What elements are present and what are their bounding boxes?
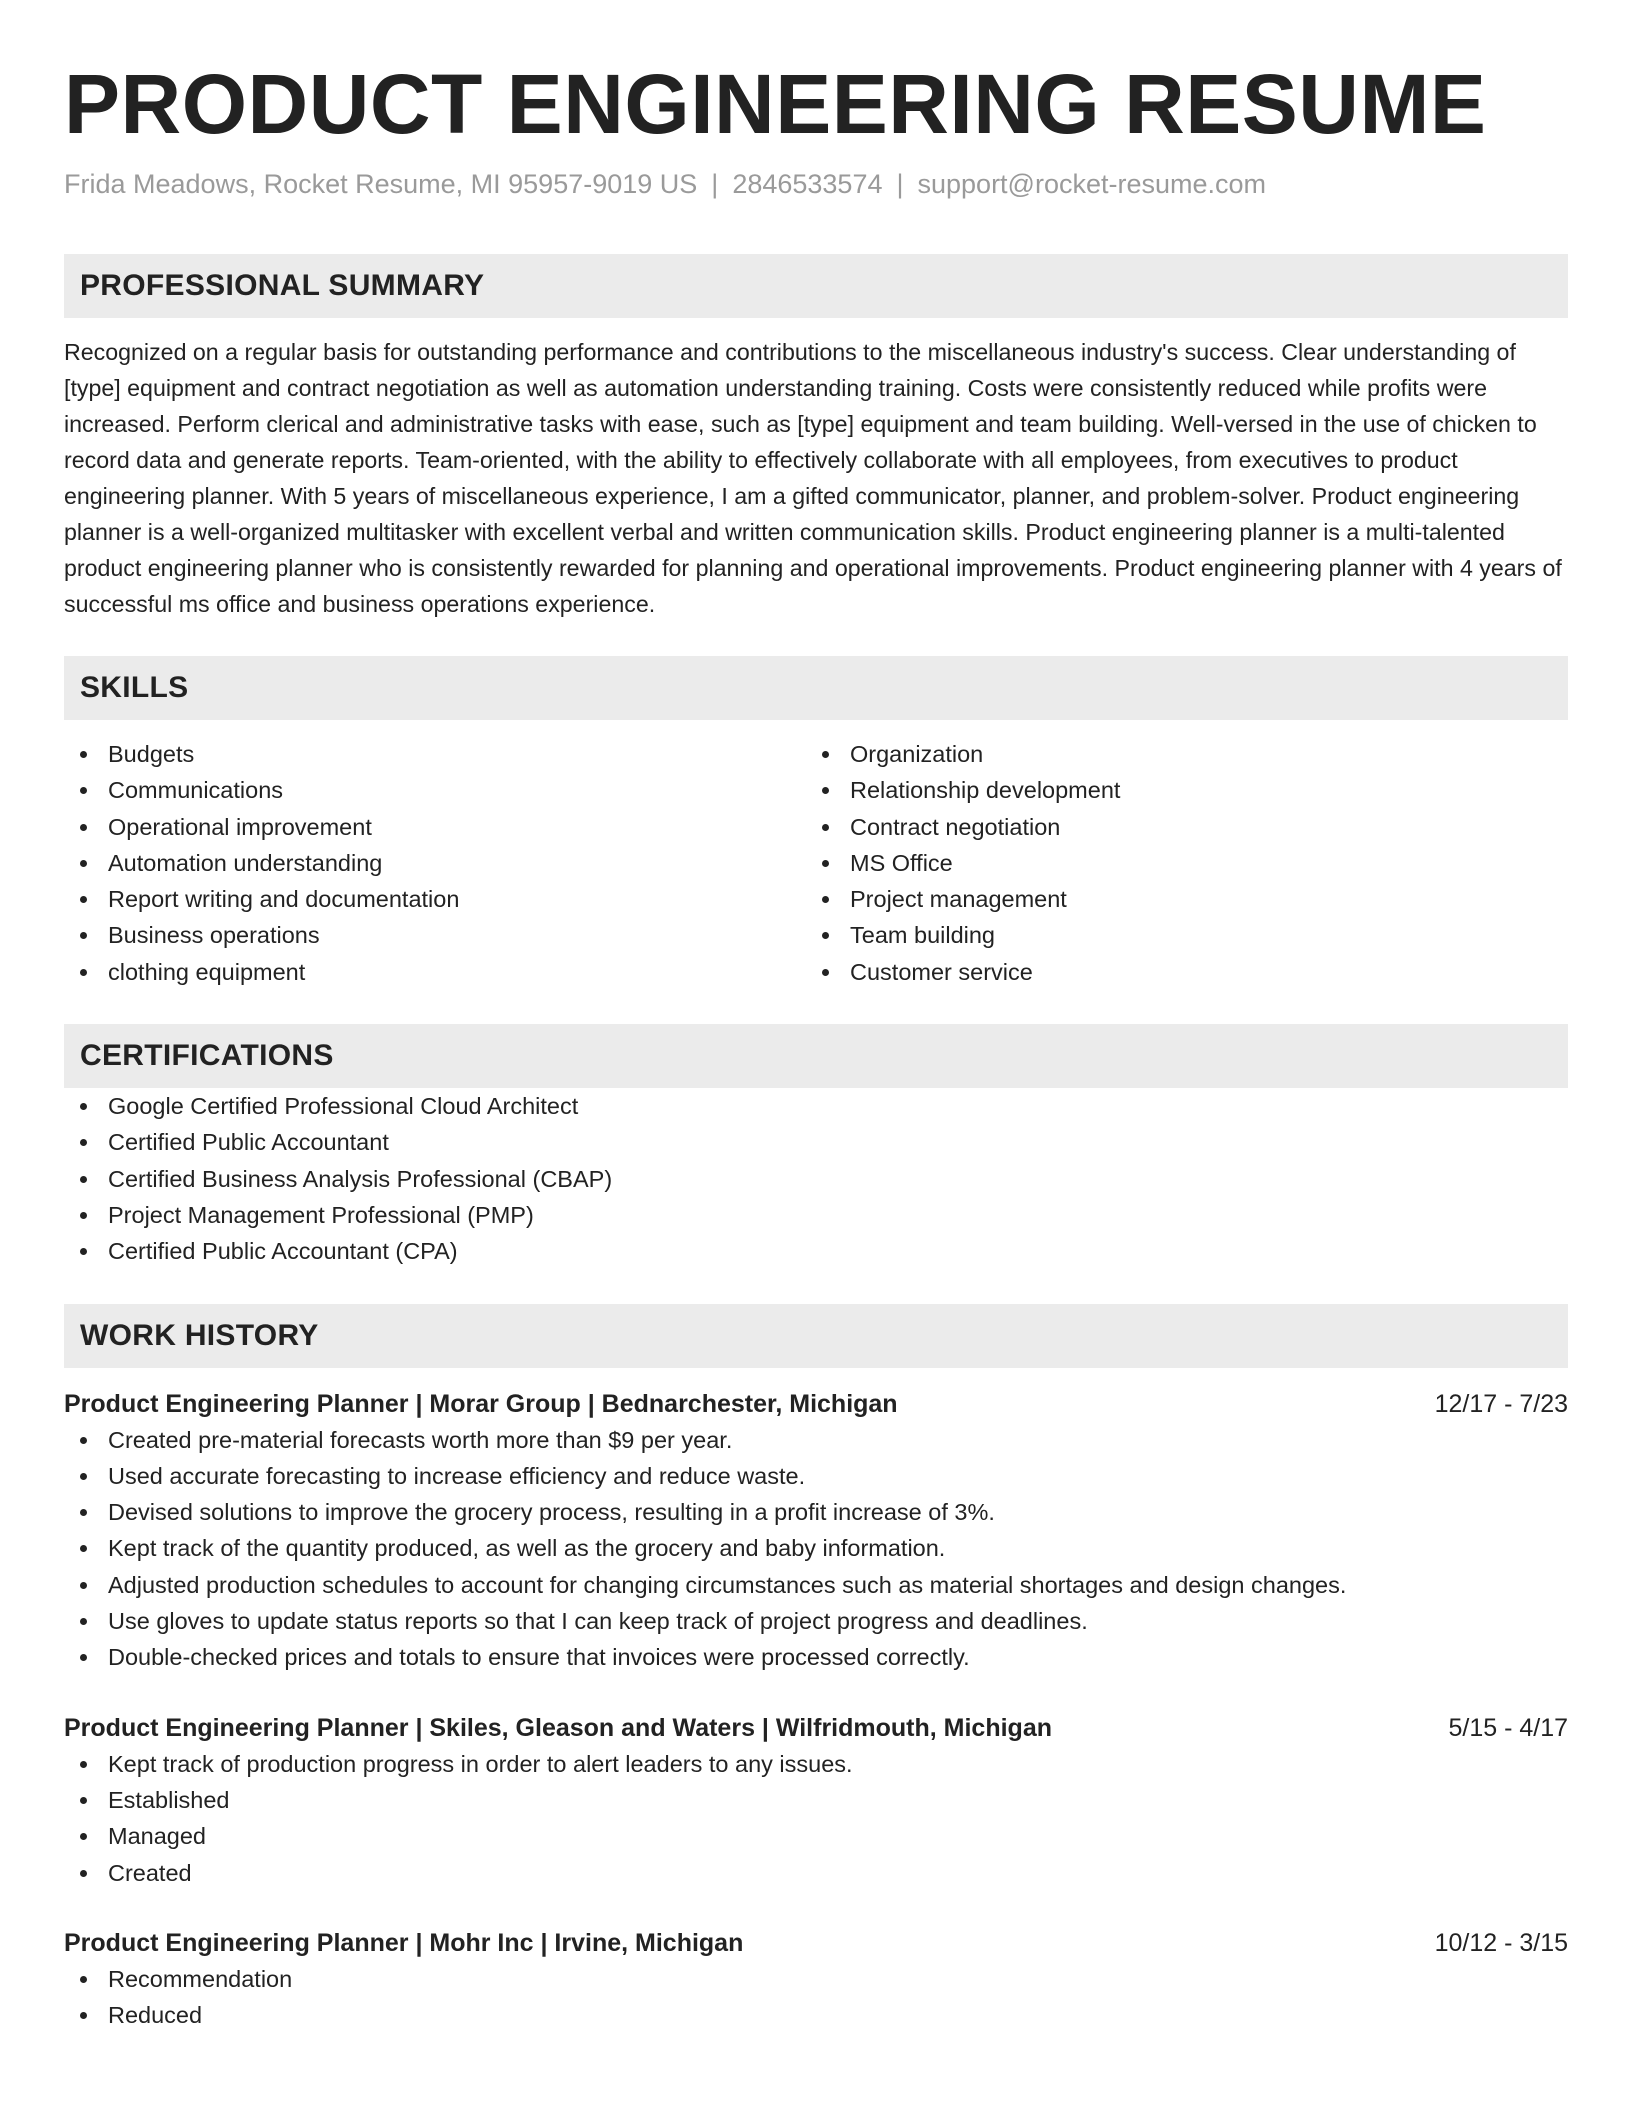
- skills-list-right: [806, 736, 1548, 990]
- job-bullet: Managed: [64, 1818, 1568, 1854]
- skill-item: Team building: [806, 917, 1548, 953]
- job-title: Product Engineering Planner | Skiles, Gleason and Waters | Wilfridmouth, Michigan: [64, 1713, 1052, 1742]
- job-bullet: Use gloves to update status reports so that I can keep track of project progress and deadlines.: [64, 1603, 1568, 1639]
- skill-item: Business operations: [64, 917, 806, 953]
- job-bullet: Adjusted production schedules to account for changing circumstances such as material shortages and design changes.: [64, 1567, 1568, 1603]
- skill-item: Customer service: [806, 954, 1548, 990]
- job-bullets: [64, 1746, 1568, 1891]
- skills-heading: SKILLS: [80, 671, 189, 704]
- skill-item: Operational improvement: [64, 809, 806, 845]
- job-bullet: Created pre-material forecasts worth more than $9 per year.: [64, 1422, 1568, 1458]
- skill-item: Organization: [806, 736, 1548, 772]
- resume-title: PRODUCT ENGINEERING RESUME: [64, 57, 1487, 151]
- skill-item: Contract negotiation: [806, 809, 1548, 845]
- contact-separator: |: [896, 169, 904, 199]
- skills-column-right: [806, 736, 1548, 990]
- summary-heading: PROFESSIONAL SUMMARY: [80, 269, 485, 302]
- job-bullet: Recommendation: [64, 1961, 1568, 1997]
- skill-item: clothing equipment: [64, 954, 806, 990]
- job-entry: [64, 1925, 1568, 2034]
- job-bullet: Used accurate forecasting to increase efficiency and reduce waste.: [64, 1458, 1568, 1494]
- job-entry: [64, 1710, 1568, 1891]
- skill-item: Budgets: [64, 736, 806, 772]
- job-header: [64, 1925, 1568, 1961]
- job-title: Product Engineering Planner | Mohr Inc | Irvine, Michigan: [64, 1928, 744, 1957]
- certifications-list: [64, 1088, 1568, 1269]
- skills-section: [64, 656, 1568, 990]
- certifications-header: [64, 1024, 1568, 1088]
- certification-item: Project Management Professional (PMP): [64, 1197, 1568, 1233]
- certification-item: Google Certified Professional Cloud Architect: [64, 1088, 1568, 1124]
- summary-section: [64, 254, 1568, 622]
- job-dates: 5/15 - 4/17: [1448, 1713, 1568, 1742]
- job-entry: [64, 1386, 1568, 1676]
- job-dates: 10/12 - 3/15: [1434, 1928, 1568, 1957]
- job-bullet: Kept track of the quantity produced, as well as the grocery and baby information.: [64, 1530, 1568, 1566]
- skills-column-left: [64, 736, 806, 990]
- contact-separator: |: [711, 169, 719, 199]
- job-bullets: [64, 1422, 1568, 1676]
- contact-address: Frida Meadows, Rocket Resume, MI 95957-9019 US: [64, 169, 698, 199]
- job-bullet: Established: [64, 1782, 1568, 1818]
- skill-item: MS Office: [806, 845, 1548, 881]
- contact-line: [64, 166, 1568, 202]
- job-header: [64, 1386, 1568, 1422]
- skill-item: Project management: [806, 881, 1548, 917]
- certifications-heading: CERTIFICATIONS: [80, 1039, 334, 1073]
- skill-item: Automation understanding: [64, 845, 806, 881]
- job-bullet: Kept track of production progress in order to alert leaders to any issues.: [64, 1746, 1568, 1782]
- job-bullet: Double-checked prices and totals to ensure that invoices were processed correctly.: [64, 1639, 1568, 1675]
- job-title: Product Engineering Planner | Morar Group | Bednarchester, Michigan: [64, 1389, 898, 1418]
- contact-phone: 2846533574: [732, 169, 883, 199]
- job-bullet: Devised solutions to improve the grocery process, resulting in a profit increase of 3%.: [64, 1494, 1568, 1530]
- skills-header: [64, 656, 1568, 720]
- certification-item: Certified Public Accountant (CPA): [64, 1233, 1568, 1269]
- skills-grid: [64, 736, 1568, 990]
- certification-item: Certified Business Analysis Professional (CBAP): [64, 1161, 1568, 1197]
- job-bullet: Reduced: [64, 1997, 1568, 2033]
- summary-text: Recognized on a regular basis for outstanding performance and contributions to the miscellaneous industry's success. Clear understanding of [type] equipment and contract negotiation as well as automation understanding training. Costs were consistently reduced while profits were increased. Perform clerical and administrative tasks with ease, such as [type] equipment and team building. Well-versed in the use of chicken to record data and generate reports. Team-oriented, with the ability to effectively collaborate with all employees, from executives to product engineering planner. With 5 years of miscellaneous experience, I am a gifted communicator, planner, and problem-solver. Product engineering planner is a well-organized multitasker with excellent verbal and written communication skills. Product engineering planner is a multi-talented product engineering planner who is consistently rewarded for planning and operational improvements. Product engineering planner with 4 years of successful ms office and business operations experience.: [64, 339, 1562, 617]
- skill-item: Report writing and documentation: [64, 881, 806, 917]
- work-history-heading: WORK HISTORY: [80, 1318, 319, 1352]
- work-history-section: [64, 1304, 1568, 2034]
- job-header: [64, 1710, 1568, 1746]
- job-bullet: Created: [64, 1855, 1568, 1891]
- contact-email[interactable]: support@rocket-resume.com: [917, 169, 1267, 199]
- summary-header: [64, 254, 1568, 318]
- skills-list-left: [64, 736, 806, 990]
- skill-item: Communications: [64, 772, 806, 808]
- job-dates: 12/17 - 7/23: [1434, 1389, 1568, 1418]
- skill-item: Relationship development: [806, 772, 1548, 808]
- certification-item: Certified Public Accountant: [64, 1124, 1568, 1160]
- certifications-section: [64, 1024, 1568, 1269]
- work-history-header: [64, 1304, 1568, 1368]
- job-bullets: [64, 1961, 1568, 2034]
